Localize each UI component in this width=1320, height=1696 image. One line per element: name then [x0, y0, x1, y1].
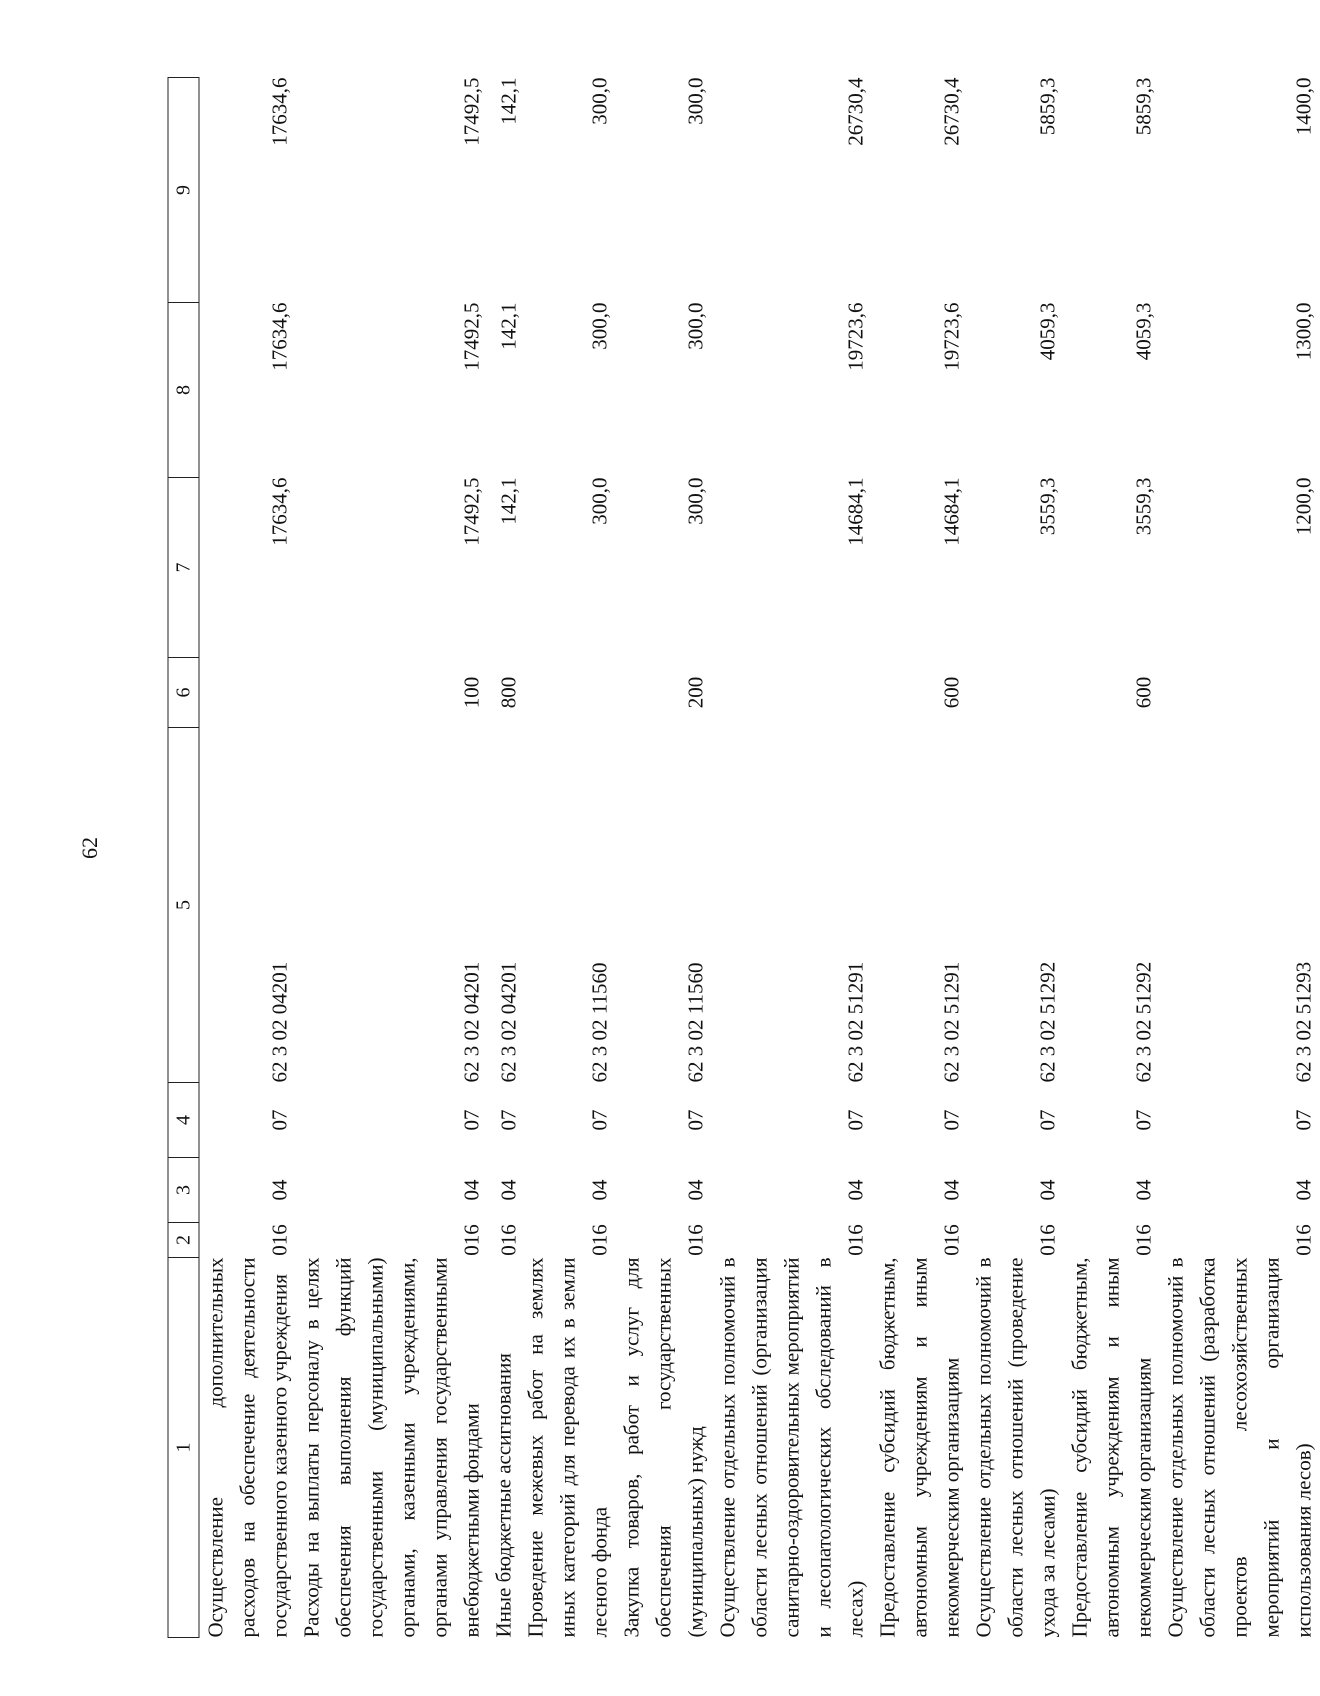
col-header-2: 2 — [168, 1223, 199, 1258]
row-subsection-code: 07 — [1035, 1109, 1060, 1131]
row-section-code: 04 — [1291, 1179, 1316, 1201]
row-expense-type — [712, 658, 872, 728]
row-subsection-code: 07 — [1131, 1109, 1156, 1131]
row-amount-col9: 300,0 — [587, 77, 612, 125]
row-section-code: 04 — [1131, 1179, 1156, 1201]
row-amount-col7: 142,1 — [496, 477, 521, 525]
row-ministry-code: 016 — [267, 1224, 292, 1256]
row-subsection-code: 07 — [843, 1109, 868, 1131]
row-subsection-code: 07 — [683, 1109, 708, 1131]
row-ministry-code: 016 — [459, 1224, 484, 1256]
row-amount-col7: 17634,6 — [267, 477, 292, 546]
table-row — [296, 78, 488, 1638]
row-target-code: 62 3 02 51293 — [1291, 961, 1316, 1083]
row-name: Закупка товаров, работ и услуг для обеспечения государственных (муниципальных) нужд — [619, 1257, 708, 1638]
col-header-5: 5 — [168, 728, 199, 1083]
row-expense-type: 200 — [683, 676, 708, 709]
row-target-code: 62 3 02 51292 — [1035, 961, 1060, 1083]
row-name: Осуществление отдельных полномочий в области лесных отношений (проведение ухода за лесами) — [971, 1257, 1060, 1638]
row-name: Предоставление субсидий бюджетным, автономным учреждениям и иным некоммерческим организациям — [875, 1257, 964, 1638]
row-subsection-code: 07 — [939, 1109, 964, 1131]
table-row — [968, 78, 1064, 1638]
rotated-page — [33, 23, 1316, 1673]
row-name: Предоставление субсидий бюджетным, автономным учреждениям и иным некоммерческим организациям — [1067, 1257, 1156, 1638]
row-name: Проведение межевых работ на землях иных категорий для перевода их в земли лесного фонда — [523, 1257, 612, 1638]
row-expense-type: 600 — [1131, 676, 1156, 709]
row-amount-col9: 300,0 — [683, 77, 708, 125]
col-header-7: 7 — [168, 478, 199, 658]
row-target-code: 62 3 02 04201 — [496, 961, 521, 1083]
table-row — [488, 78, 520, 1638]
table-row — [520, 78, 616, 1638]
row-amount-col7: 3559,3 — [1131, 477, 1156, 536]
row-target-code: 62 3 02 11560 — [587, 962, 612, 1083]
row-amount-col8: 4059,3 — [1131, 302, 1156, 361]
row-name: Осуществление отдельных полномочий в области лесных отношений (разработка проектов лесохозяйственных мероприятий и организация использования лесов) — [1163, 1257, 1316, 1638]
row-section-code: 04 — [843, 1179, 868, 1201]
row-amount-col7: 14684,1 — [939, 477, 964, 546]
row-ministry-code: 016 — [1035, 1224, 1060, 1256]
col-header-8: 8 — [168, 303, 199, 478]
row-target-code: 62 3 02 11560 — [683, 962, 708, 1083]
row-subsection-code: 07 — [496, 1109, 521, 1131]
row-expense-type: 100 — [459, 676, 484, 709]
col-header-6: 6 — [168, 658, 199, 728]
row-amount-col9: 26730,4 — [939, 77, 964, 146]
row-amount-col9: 1400,0 — [1291, 77, 1316, 136]
row-ministry-code: 016 — [939, 1224, 964, 1256]
row-ministry-code: 016 — [843, 1224, 868, 1256]
row-amount-col8: 19723,6 — [939, 302, 964, 371]
row-ministry-code: 016 — [587, 1224, 612, 1256]
col-header-3: 3 — [168, 1158, 199, 1223]
row-target-code: 62 3 02 04201 — [459, 961, 484, 1083]
row-amount-col7: 1200,0 — [1291, 477, 1316, 536]
row-name: Осуществление отдельных полномочий в области лесных отношений (организация санитарно-оздоровительных мероприятий и лесопатологических обследований в лесах) — [715, 1257, 868, 1638]
table-row — [199, 78, 296, 1638]
row-amount-col9: 142,1 — [496, 77, 521, 125]
row-amount-col8: 17492,5 — [459, 302, 484, 371]
row-amount-col8: 142,1 — [496, 302, 521, 350]
row-target-code: 62 3 02 04201 — [267, 961, 292, 1083]
table-row — [1160, 78, 1320, 1638]
page-number: 62 — [77, 837, 102, 859]
row-section-code: 04 — [1035, 1179, 1060, 1201]
row-target-code: 62 3 02 51291 — [843, 961, 868, 1083]
row-amount-col7: 3559,3 — [1035, 477, 1060, 536]
row-ministry-code: 016 — [496, 1224, 521, 1256]
col-header-9: 9 — [168, 78, 199, 303]
table-row — [872, 78, 968, 1638]
row-subsection-code: 07 — [1291, 1109, 1316, 1131]
row-name: Осуществление дополнительных расходов на обеспечение деятельности государственного казенного учреждения — [203, 1257, 292, 1638]
budget-table — [168, 77, 1320, 1638]
row-amount-col9: 17634,6 — [267, 77, 292, 146]
row-expense-type — [1160, 658, 1320, 728]
row-target-code: 62 3 02 51291 — [939, 961, 964, 1083]
row-subsection-code: 07 — [459, 1109, 484, 1131]
row-amount-col9: 5859,3 — [1131, 77, 1156, 136]
row-name: Иные бюджетные ассигнования — [491, 1353, 516, 1638]
row-expense-type — [199, 658, 296, 728]
row-expense-type: 600 — [939, 676, 964, 709]
col-header-1: 1 — [168, 1258, 199, 1638]
table-row — [616, 78, 712, 1638]
col-header-4: 4 — [168, 1083, 199, 1158]
row-expense-type — [520, 658, 616, 728]
row-amount-col8: 17634,6 — [267, 302, 292, 371]
row-subsection-code: 07 — [267, 1109, 292, 1131]
row-ministry-code: 016 — [1131, 1224, 1156, 1256]
row-amount-col8: 300,0 — [587, 302, 612, 350]
row-amount-col7: 14684,1 — [843, 477, 868, 546]
row-amount-col9: 26730,4 — [843, 77, 868, 146]
row-amount-col9: 17492,5 — [459, 77, 484, 146]
row-name: Расходы на выплаты персоналу в целях обеспечения выполнения функций государственными (муниципальными) органами, казенными учреждениями, органами управления государственными внебюджетными фондами — [299, 1257, 484, 1638]
row-amount-col9: 5859,3 — [1035, 77, 1060, 136]
row-amount-col8: 300,0 — [683, 302, 708, 350]
row-section-code: 04 — [267, 1179, 292, 1201]
row-amount-col8: 19723,6 — [843, 302, 868, 371]
row-section-code: 04 — [496, 1179, 521, 1201]
row-amount-col8: 4059,3 — [1035, 302, 1060, 361]
row-expense-type: 800 — [496, 676, 521, 709]
row-expense-type — [968, 658, 1064, 728]
row-section-code: 04 — [939, 1179, 964, 1201]
table-row — [1064, 78, 1160, 1638]
row-ministry-code: 016 — [683, 1224, 708, 1256]
row-amount-col7: 300,0 — [683, 477, 708, 525]
table-header-row — [168, 78, 199, 1638]
row-ministry-code: 016 — [1291, 1224, 1316, 1256]
row-subsection-code: 07 — [587, 1109, 612, 1131]
row-target-code: 62 3 02 51292 — [1131, 961, 1156, 1083]
row-amount-col7: 300,0 — [587, 477, 612, 525]
row-amount-col7: 17492,5 — [459, 477, 484, 546]
row-section-code: 04 — [587, 1179, 612, 1201]
table-row — [712, 78, 872, 1638]
row-amount-col8: 1300,0 — [1291, 302, 1316, 361]
row-section-code: 04 — [459, 1179, 484, 1201]
row-section-code: 04 — [683, 1179, 708, 1201]
